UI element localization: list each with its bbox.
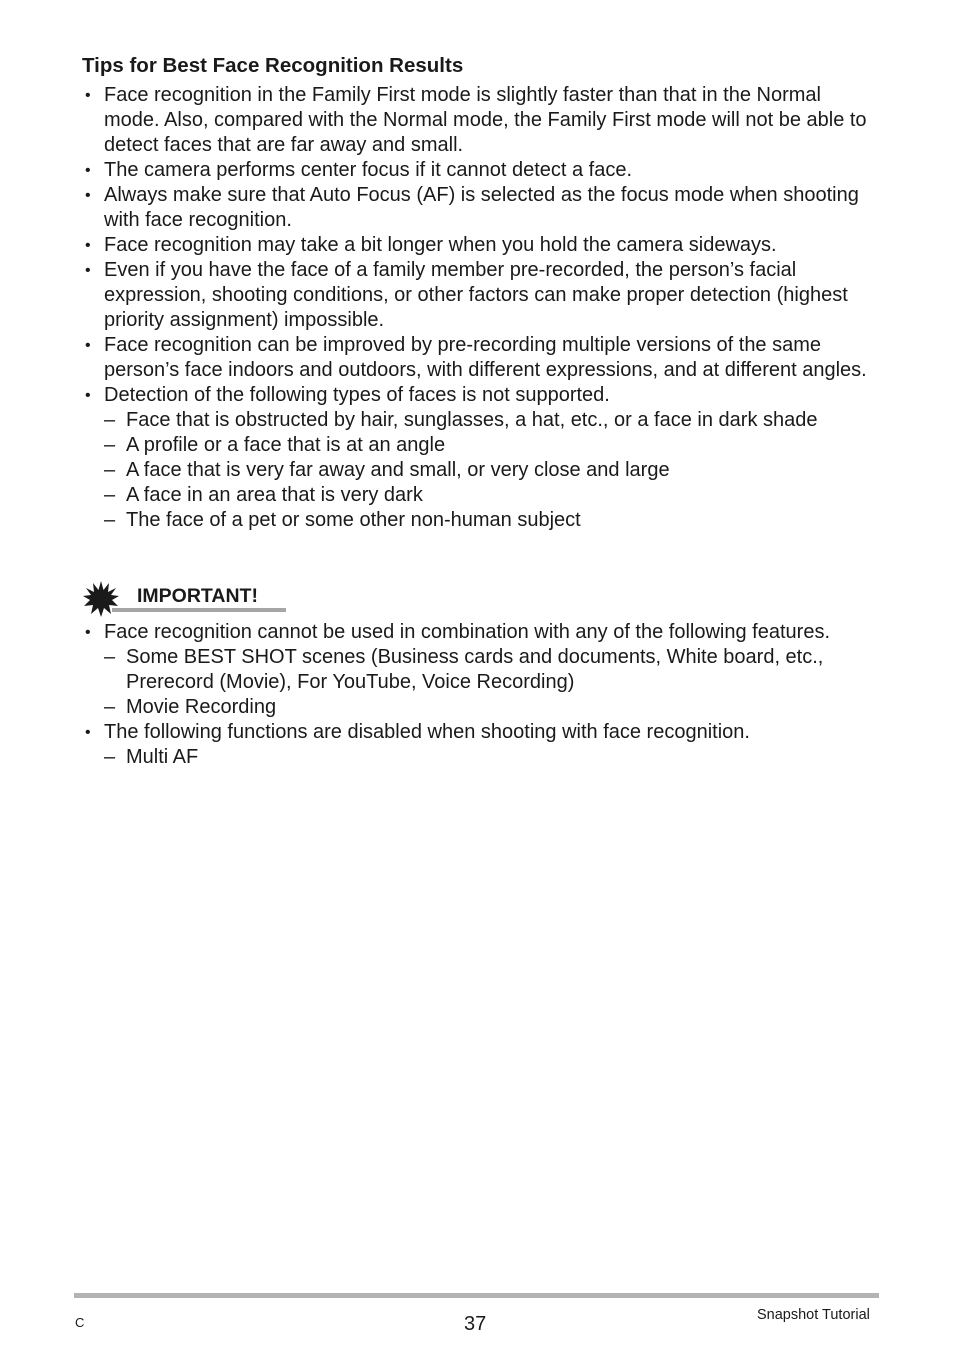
list-item (82, 720, 882, 770)
list-item-text: Even if you have the face of a family member pre-recorded, the person’s facial expression, shooting conditions, or other factors can make proper detection (highest priority assignment) impossible. (104, 259, 848, 331)
list-item (82, 333, 882, 383)
sub-list-item: – A face in an area that is very dark (104, 483, 882, 508)
list-item (82, 83, 882, 158)
important-list (82, 620, 882, 770)
list-item (82, 383, 882, 533)
important-label: IMPORTANT! (137, 585, 258, 607)
unsupported-faces-list (104, 408, 882, 533)
list-item-text: Detection of the following types of faces is not supported. (104, 384, 610, 406)
incompatible-features-list (104, 645, 882, 720)
page-number: 37 (464, 1313, 487, 1335)
sub-list-item: – A face that is very far away and small, or very close and large (104, 458, 882, 483)
list-item-text: Face recognition cannot be used in combination with any of the following features. (104, 621, 830, 643)
sub-list-item: – Some BEST SHOT scenes (Business cards and documents, White board, etc., Prerecord (Movie), For YouTube, Voice Recording) (104, 645, 882, 695)
list-item-text: Always make sure that Auto Focus (AF) is selected as the focus mode when shooting with face recognition. (104, 184, 859, 231)
important-header (82, 580, 286, 614)
list-item-text: Face recognition in the Family First mode is slightly faster than that in the Normal mode. Also, compared with the Normal mode, the Family First mode will not be able to detect faces that are far away and small. (104, 84, 867, 156)
list-item (82, 183, 882, 233)
sub-list-item: – Movie Recording (104, 695, 882, 720)
list-item-text: The following functions are disabled when shooting with face recognition. (104, 721, 750, 743)
footer-language-code: C (75, 1315, 85, 1330)
list-item-text: Face recognition may take a bit longer when you hold the camera sideways. (104, 234, 777, 256)
list-item (82, 258, 882, 333)
section-heading: Tips for Best Face Recognition Results (82, 54, 464, 77)
tips-list (82, 83, 882, 533)
sub-list-item: – Multi AF (104, 745, 882, 770)
list-item-text: Face recognition can be improved by pre-recording multiple versions of the same person’s face indoors and outdoors, with different expressions, and at different angles. (104, 334, 867, 381)
list-item (82, 233, 882, 258)
sub-list-item: – Face that is obstructed by hair, sunglasses, a hat, etc., or a face in dark shade (104, 408, 882, 433)
list-item-text: The camera performs center focus if it cannot detect a face. (104, 159, 633, 181)
burst-icon (82, 580, 120, 618)
sub-list-item: – The face of a pet or some other non-human subject (104, 508, 882, 533)
list-item (82, 158, 882, 183)
disabled-functions-list (104, 745, 882, 770)
sub-list-item: – A profile or a face that is at an angle (104, 433, 882, 458)
footer-section-title: Snapshot Tutorial (757, 1307, 870, 1323)
footer-rule (74, 1293, 879, 1298)
list-item (82, 620, 882, 720)
important-underline (112, 608, 286, 612)
